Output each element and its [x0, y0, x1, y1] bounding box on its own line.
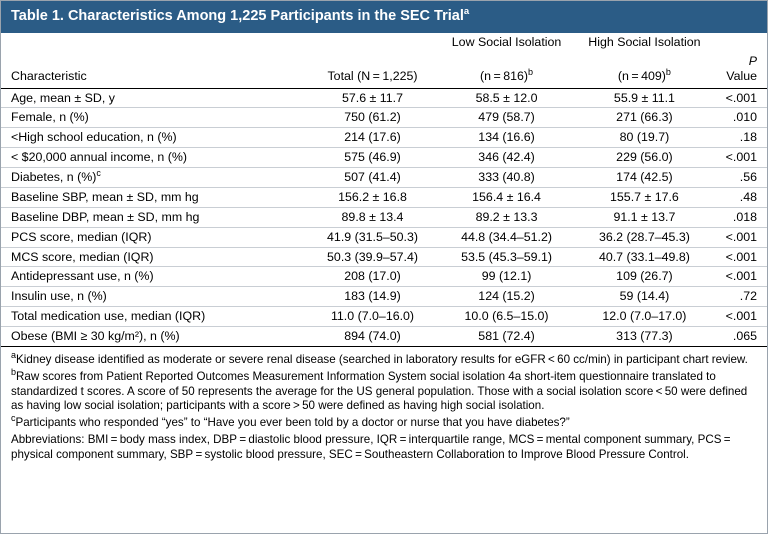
table-body — [1, 88, 767, 346]
table-row — [1, 227, 767, 247]
table-row — [1, 287, 767, 307]
row-low: 44.8 (34.4–51.2) — [438, 227, 576, 247]
table-row — [1, 307, 767, 327]
row-low: 134 (16.6) — [438, 128, 576, 148]
row-pvalue: .065 — [713, 327, 767, 347]
row-pvalue: .48 — [713, 187, 767, 207]
row-low: 99 (12.1) — [438, 267, 576, 287]
header-low-social-isolation-n — [438, 52, 576, 88]
row-total: 156.2 ± 16.8 — [307, 187, 437, 207]
row-characteristic — [1, 128, 307, 148]
row-low: 156.4 ± 16.4 — [438, 187, 576, 207]
row-characteristic-text: Total medication use, median (IQR) — [11, 309, 206, 324]
row-characteristic-text: Age, mean ± SD, y — [11, 90, 115, 105]
table-row — [1, 327, 767, 347]
row-characteristic-text: PCS score, median (IQR) — [11, 229, 152, 244]
row-low: 124 (15.2) — [438, 287, 576, 307]
footnote-abbreviations — [11, 433, 757, 463]
table-row — [1, 267, 767, 287]
row-high: 91.1 ± 13.7 — [575, 207, 713, 227]
footnote-text-abbreviations: Abbreviations: BMI = body mass index, DBP = diastolic blood pressure, IQR = interquartile range, MCS = mental component summary, PCS = physical component summary, SBP = systolic blood pressure, SEC = Southeastern Collaboration to Improve Blood Pressure Control. — [11, 433, 733, 461]
footnote-marker-b: b — [11, 366, 17, 377]
row-characteristic-text: < $20,000 annual income, n (%) — [11, 150, 187, 165]
header-low-n-text: (n = 816) — [480, 68, 529, 83]
header-low-social-isolation: Low Social Isolation — [451, 34, 562, 49]
row-low: 479 (58.7) — [438, 108, 576, 128]
table-footnotes — [1, 347, 767, 463]
row-high: 109 (26.7) — [575, 267, 713, 287]
row-characteristic — [1, 247, 307, 267]
row-characteristic — [1, 287, 307, 307]
table-row — [1, 247, 767, 267]
row-total: 11.0 (7.0–16.0) — [307, 307, 437, 327]
table-row — [1, 168, 767, 188]
footnote-marker-c: c — [11, 413, 16, 424]
header-high-social-isolation-n — [575, 52, 713, 88]
row-high: 36.2 (28.7–45.3) — [575, 227, 713, 247]
row-pvalue: <.001 — [713, 247, 767, 267]
row-low: 346 (42.4) — [438, 148, 576, 168]
row-total: 183 (14.9) — [307, 287, 437, 307]
row-total: 41.9 (31.5–50.3) — [307, 227, 437, 247]
row-characteristic — [1, 148, 307, 168]
table-title-footnote-marker: a — [463, 6, 470, 18]
row-characteristic-text: Diabetes, n (%) — [11, 170, 97, 185]
table-header-row-1 — [1, 33, 767, 53]
row-pvalue: <.001 — [713, 307, 767, 327]
row-pvalue: .56 — [713, 168, 767, 188]
row-characteristic-text: Baseline DBP, mean ± SD, mm hg — [11, 209, 200, 224]
table-header-row-2 — [1, 52, 767, 88]
footnote-text-b: Raw scores from Patient Reported Outcomes Measurement Information System social isolation 4a short-item questionnaire translated to standardized t scores. A score of 50 represents the average for the US general population. Those with a social isolation score < 50 were defined as having low social isolation; participants with a score > 50 were defined as having high social isolation. — [11, 369, 748, 413]
row-pvalue: <.001 — [713, 88, 767, 108]
footnote-text-c: Participants who responded “yes” to “Have you ever been told by a doctor or nurse that you have diabetes?” — [15, 416, 570, 430]
row-characteristic — [1, 207, 307, 227]
footnote-marker-a: a — [11, 350, 17, 361]
row-characteristic-text: Insulin use, n (%) — [11, 289, 107, 304]
row-characteristic — [1, 227, 307, 247]
header-blank-total — [307, 33, 437, 53]
row-high: 80 (19.7) — [575, 128, 713, 148]
row-characteristic — [1, 88, 307, 108]
row-total: 57.6 ± 11.7 — [307, 88, 437, 108]
row-low: 58.5 ± 12.0 — [438, 88, 576, 108]
row-low: 89.2 ± 13.3 — [438, 207, 576, 227]
row-total: 89.8 ± 13.4 — [307, 207, 437, 227]
row-total: 208 (17.0) — [307, 267, 437, 287]
header-characteristic: Characteristic — [1, 52, 307, 88]
row-high: 155.7 ± 17.6 — [575, 187, 713, 207]
row-characteristic — [1, 168, 307, 188]
row-low: 53.5 (45.3–59.1) — [438, 247, 576, 267]
row-total: 575 (46.9) — [307, 148, 437, 168]
row-pvalue: .18 — [713, 128, 767, 148]
table-row — [1, 128, 767, 148]
row-high: 59 (14.4) — [575, 287, 713, 307]
footnote-text-a: Kidney disease identified as moderate or severe renal disease (searched in laboratory results for eGFR < 60 cc/min) in participant chart review. — [16, 352, 748, 366]
row-high: 40.7 (33.1–49.8) — [575, 247, 713, 267]
row-total: 214 (17.6) — [307, 128, 437, 148]
header-low-footnote-marker: b — [528, 66, 534, 77]
row-pvalue: <.001 — [713, 227, 767, 247]
row-high: 313 (77.3) — [575, 327, 713, 347]
row-characteristic-text: Female, n (%) — [11, 110, 89, 125]
header-p-value-word: Value — [726, 68, 757, 83]
row-total: 507 (41.4) — [307, 168, 437, 188]
row-low: 581 (72.4) — [438, 327, 576, 347]
row-characteristic-text: <High school education, n (%) — [11, 130, 177, 145]
header-blank-pvalue — [713, 33, 767, 53]
header-total: Total (N = 1,225) — [307, 52, 437, 88]
table-row — [1, 148, 767, 168]
row-characteristic-text: Antidepressant use, n (%) — [11, 269, 154, 284]
characteristics-table — [1, 33, 767, 347]
row-pvalue: .018 — [713, 207, 767, 227]
row-characteristic — [1, 108, 307, 128]
table-row — [1, 207, 767, 227]
row-footnote-marker: c — [96, 167, 101, 178]
row-characteristic — [1, 307, 307, 327]
table-title — [1, 1, 767, 33]
row-high: 55.9 ± 11.1 — [575, 88, 713, 108]
footnote-c — [11, 413, 757, 431]
header-high-n-text: (n = 409) — [617, 68, 666, 83]
row-low: 10.0 (6.5–15.0) — [438, 307, 576, 327]
footnote-a — [11, 350, 757, 368]
row-pvalue: .72 — [713, 287, 767, 307]
row-characteristic-text: Baseline SBP, mean ± SD, mm hg — [11, 189, 199, 204]
row-high: 271 (66.3) — [575, 108, 713, 128]
row-characteristic — [1, 327, 307, 347]
row-pvalue: .010 — [713, 108, 767, 128]
table-row — [1, 108, 767, 128]
row-characteristic — [1, 187, 307, 207]
row-total: 894 (74.0) — [307, 327, 437, 347]
row-pvalue: <.001 — [713, 148, 767, 168]
row-low: 333 (40.8) — [438, 168, 576, 188]
header-high-footnote-marker: b — [665, 66, 671, 77]
row-pvalue: <.001 — [713, 267, 767, 287]
header-high-social-isolation: High Social Isolation — [588, 34, 701, 49]
footnote-b — [11, 366, 757, 414]
header-blank-characteristic — [1, 33, 307, 53]
table-title-text: Table 1. Characteristics Among 1,225 Participants in the SEC Trial — [11, 8, 464, 24]
row-characteristic-text: Obese (BMI ≥ 30 kg/m²), n (%) — [11, 329, 180, 344]
row-total: 750 (61.2) — [307, 108, 437, 128]
row-high: 12.0 (7.0–17.0) — [575, 307, 713, 327]
table-header — [1, 33, 767, 88]
row-characteristic — [1, 267, 307, 287]
row-high: 174 (42.5) — [575, 168, 713, 188]
row-characteristic-text: MCS score, median (IQR) — [11, 249, 154, 264]
table-row — [1, 88, 767, 108]
row-high: 229 (56.0) — [575, 148, 713, 168]
header-p-value: P Value — [713, 52, 767, 88]
table-row — [1, 187, 767, 207]
row-total: 50.3 (39.9–57.4) — [307, 247, 437, 267]
